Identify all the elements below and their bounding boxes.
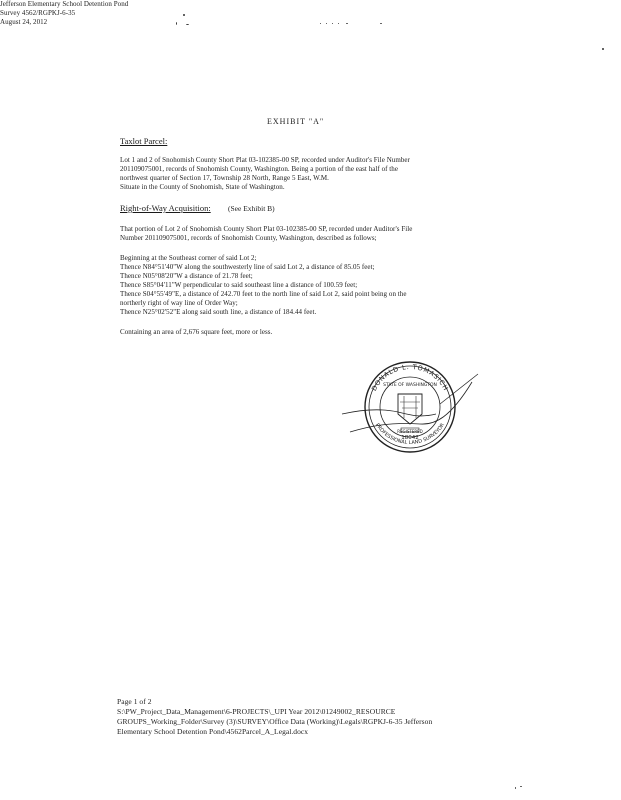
course-line: Thence S85°04'11"W perpendicular to said southeast line a distance of 100.59 feet;: [120, 281, 358, 289]
scan-speck: [176, 22, 177, 25]
taxlot-line: northwest quarter of Section 17, Township 28 North, Range 5 East, W.M.: [120, 174, 329, 182]
seal-profession-text: PROFESSIONAL LAND SURVEYOR: [374, 422, 446, 447]
seal-license-number: 18042: [401, 435, 419, 441]
course-line: northerly right of way line of Order Way;: [120, 299, 238, 307]
scan-speck: [332, 23, 333, 24]
row-heading: [120, 203, 211, 213]
scan-speck: [520, 786, 522, 787]
scan-speck: [346, 23, 348, 24]
footer-path-line: GROUPS_Working_Folder\Survey (3)\SURVEY\Office Data (Working)\Legals\RGPKJ-6-35 Jefferson: [117, 717, 433, 726]
header-line-survey: Survey 4562/RGPKJ-6-35: [0, 9, 76, 17]
exhibit-title: EXHIBIT "A": [267, 117, 325, 126]
surveyor-seal: [340, 352, 480, 462]
taxlot-heading: Taxlot Parcel:: [120, 136, 168, 146]
footer-path-line: S:\PW_Project_Data_Management\6-PROJECTS\_UPI Year 2012\01249002_RESOURCE: [117, 707, 396, 716]
taxlot-line: Lot 1 and 2 of Snohomish County Short Plat 03-102385-00 SP, recorded under Auditor's File Number: [120, 156, 410, 164]
header-line-project: Jefferson Elementary School Detention Pond: [0, 0, 129, 8]
row-intro: [120, 225, 412, 243]
scan-speck: [320, 23, 321, 24]
scan-speck: [380, 23, 382, 24]
scan-speck: [515, 787, 516, 789]
area-line: Containing an area of 2,676 square feet, more or less.: [120, 328, 273, 336]
course-line: Thence N05°08'20"W a distance of 21.78 feet;: [120, 272, 253, 280]
scan-speck: [602, 48, 604, 50]
document-footer: [117, 697, 432, 737]
course-line: Thence N84°51'40"W along the southwesterly line of said Lot 2, a distance of 85.05 feet;: [120, 263, 375, 271]
row-area: [120, 328, 272, 337]
scan-speck: [186, 24, 189, 25]
header-line-date: August 24, 2012: [0, 18, 48, 26]
footer-page-number: Page 1 of 2: [117, 697, 152, 706]
course-line: Thence S04°55'49"E, a distance of 242.70 feet to the north line of said Lot 2, said point being on the: [120, 290, 407, 298]
scan-speck: [326, 23, 327, 24]
row-courses: [120, 254, 407, 317]
scan-speck: [183, 14, 185, 16]
seal-state-text: STATE OF WASHINGTON: [383, 383, 437, 388]
row-heading-text: Right-of-Way Acquisition:: [120, 203, 211, 213]
scan-speck: [338, 23, 339, 24]
taxlot-line: 201109075001, records of Snohomish County, Washington. Being a portion of the east half of the: [120, 165, 399, 173]
row-exhibit-note: (See Exhibit B): [228, 204, 275, 213]
taxlot-description: [120, 156, 410, 192]
document-header: [0, 0, 621, 27]
row-intro-line: Number 201109075001, records of Snohomish County, Washington, described as follows;: [120, 234, 377, 242]
seal-status-text: REGISTERED: [397, 429, 423, 434]
seal-name-text: DONALD L. TOMASICH: [369, 362, 451, 393]
course-line: Beginning at the Southeast corner of said Lot 2;: [120, 254, 257, 262]
footer-path-line: Elementary School Detention Pond\4562Parcel_A_Legal.docx: [117, 727, 309, 736]
course-line: Thence N25°02'52"E along said south line, a distance of 184.44 feet.: [120, 308, 317, 316]
row-intro-line: That portion of Lot 2 of Snohomish County Short Plat 03-102385-00 SP, recorded under Auditor's File: [120, 225, 413, 233]
taxlot-line: Situate in the County of Snohomish, State of Washington.: [120, 183, 285, 191]
